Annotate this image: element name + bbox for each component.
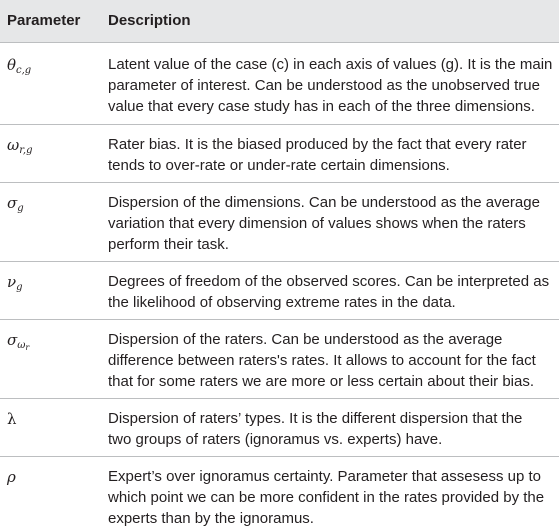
header-divider	[0, 42, 559, 43]
parameter-symbol: $\sigma_g$	[7, 194, 24, 214]
row-divider	[0, 182, 559, 183]
parameter-symbol: ρ	[7, 468, 16, 486]
header-description: Description	[108, 12, 191, 29]
parameter-description: Dispersion of raters’ types. It is the different dispersion that the two groups of raters (ignoramus vs. experts) have.	[108, 410, 523, 448]
parameter-description: Rater bias. It is the biased produced by the fact that every rater tends to over-rate or under-rate certain dimensions.	[108, 136, 527, 174]
parameter-symbol: $\omega_{r,g}$	[7, 136, 33, 156]
parameter-description: Latent value of the case (c) in each axis of values (g). It is the main parameter of interest. Can be understood as the unobserved true value that every case study has in each of the three dimensions.	[108, 56, 553, 115]
row-divider	[0, 319, 559, 320]
row-divider	[0, 398, 559, 399]
parameter-description: Degrees of freedom of the observed scores. Can be interpreted as the likelihood of observing extreme rates in the data.	[108, 273, 550, 311]
parameter-description: Expert’s over ignoramus certainty. Parameter that assesess up to which point we can be more confident in the rates provided by the experts than by the ignoramus.	[108, 468, 545, 527]
parameter-symbol: $\sigma_{\omega_r}$	[7, 331, 30, 352]
parameter-symbol: λ	[7, 410, 17, 428]
row-divider	[0, 456, 559, 457]
row-divider	[0, 261, 559, 262]
header-parameter: Parameter	[7, 12, 81, 29]
parameter-description: Dispersion of the raters. Can be understood as the average difference between raters's rates. It allows to account for the fact that for some raters we are more or less certain about their bias.	[108, 331, 536, 390]
parameter-symbol: $\theta_{c,g}$	[7, 56, 32, 76]
table-header	[0, 0, 559, 42]
parameter-description: Dispersion of the dimensions. Can be understood as the average variation that every dimension of values shows when the raters perform their task.	[108, 194, 540, 253]
row-divider	[0, 124, 559, 125]
parameter-symbol: $\nu_g$	[7, 273, 23, 293]
